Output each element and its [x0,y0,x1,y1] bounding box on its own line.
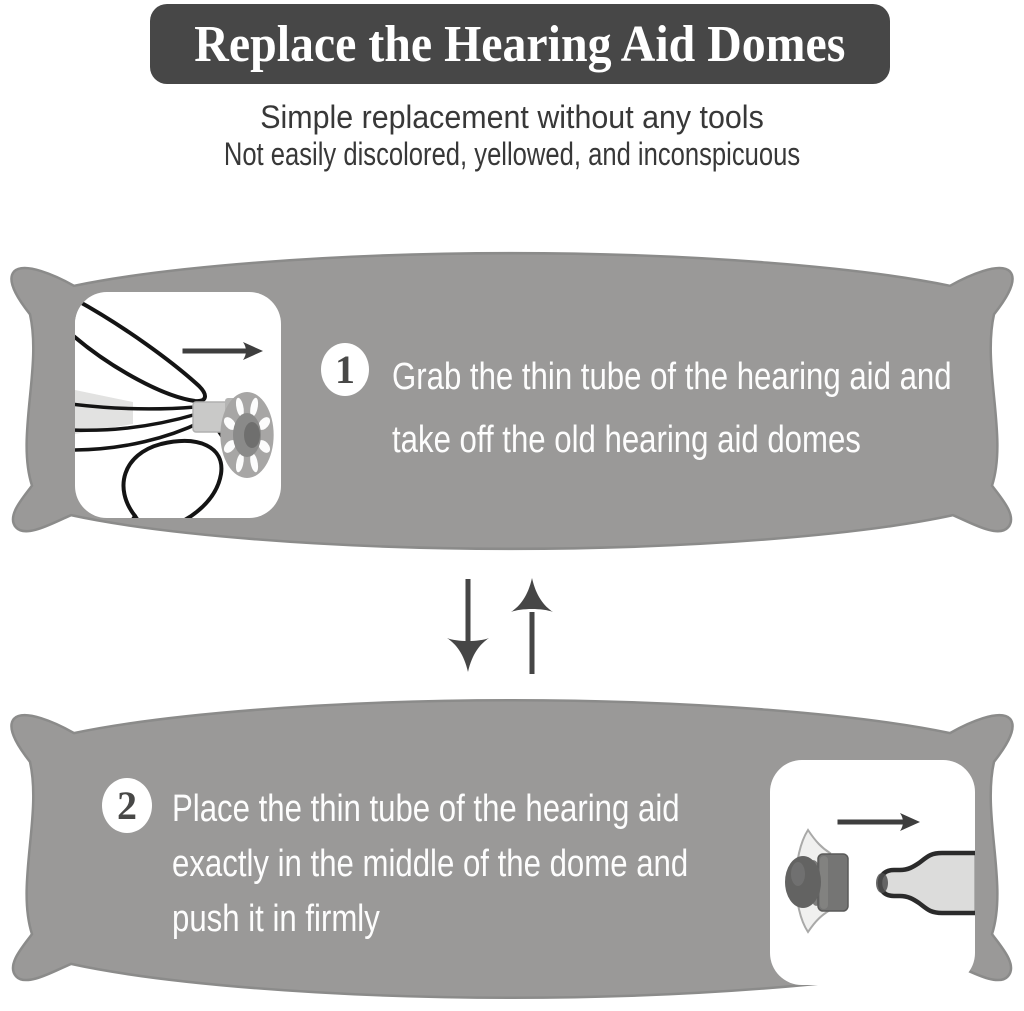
finger-line [117,516,135,518]
step-1-line-1: Grab the thin tube of the hearing aid and [392,356,952,398]
page-title: Replace the Hearing Aid Domes [194,15,846,73]
down-arrow-icon [447,579,489,672]
step-2-banner [6,690,1018,1008]
step-1-line-2: take off the old hearing aid domes [392,419,861,461]
up-arrow-icon [511,578,553,674]
step-1-text [392,346,952,472]
title-banner [150,4,890,84]
hearing-aid-dome [220,392,273,478]
dome-core-highlight [820,856,828,909]
tube-grab-illustration [75,292,281,518]
step-2-line-2: exactly in the middle of the dome and [172,843,689,885]
step-2-text [172,782,688,947]
tube-tip-end [876,873,888,893]
step-1-number-badge [321,343,369,396]
subtitle-line-2: Not easily discolored, yellowed, and inconspicuous [223,136,801,172]
thin-tube-tip [880,853,975,913]
right-arrow-icon [183,342,263,360]
step-2-line-1: Place the thin tube of the hearing aid [172,788,680,830]
swap-arrows [430,576,570,678]
step-2-illustration-box [770,760,975,985]
step-2-number-badge [102,778,152,833]
step-1-number: 1 [335,347,355,392]
step-2-line-3: push it in firmly [172,898,380,940]
subtitle-line-1: Simple replacement without any tools [260,99,764,135]
right-arrow-icon [838,813,920,831]
lower-finger-outline [123,441,221,518]
dome-tip-highlight [791,862,805,886]
dome-insertion-illustration [770,760,975,985]
step-1-illustration-box [75,292,281,518]
step-2-number: 2 [117,783,137,828]
step-1-banner [6,243,1018,559]
